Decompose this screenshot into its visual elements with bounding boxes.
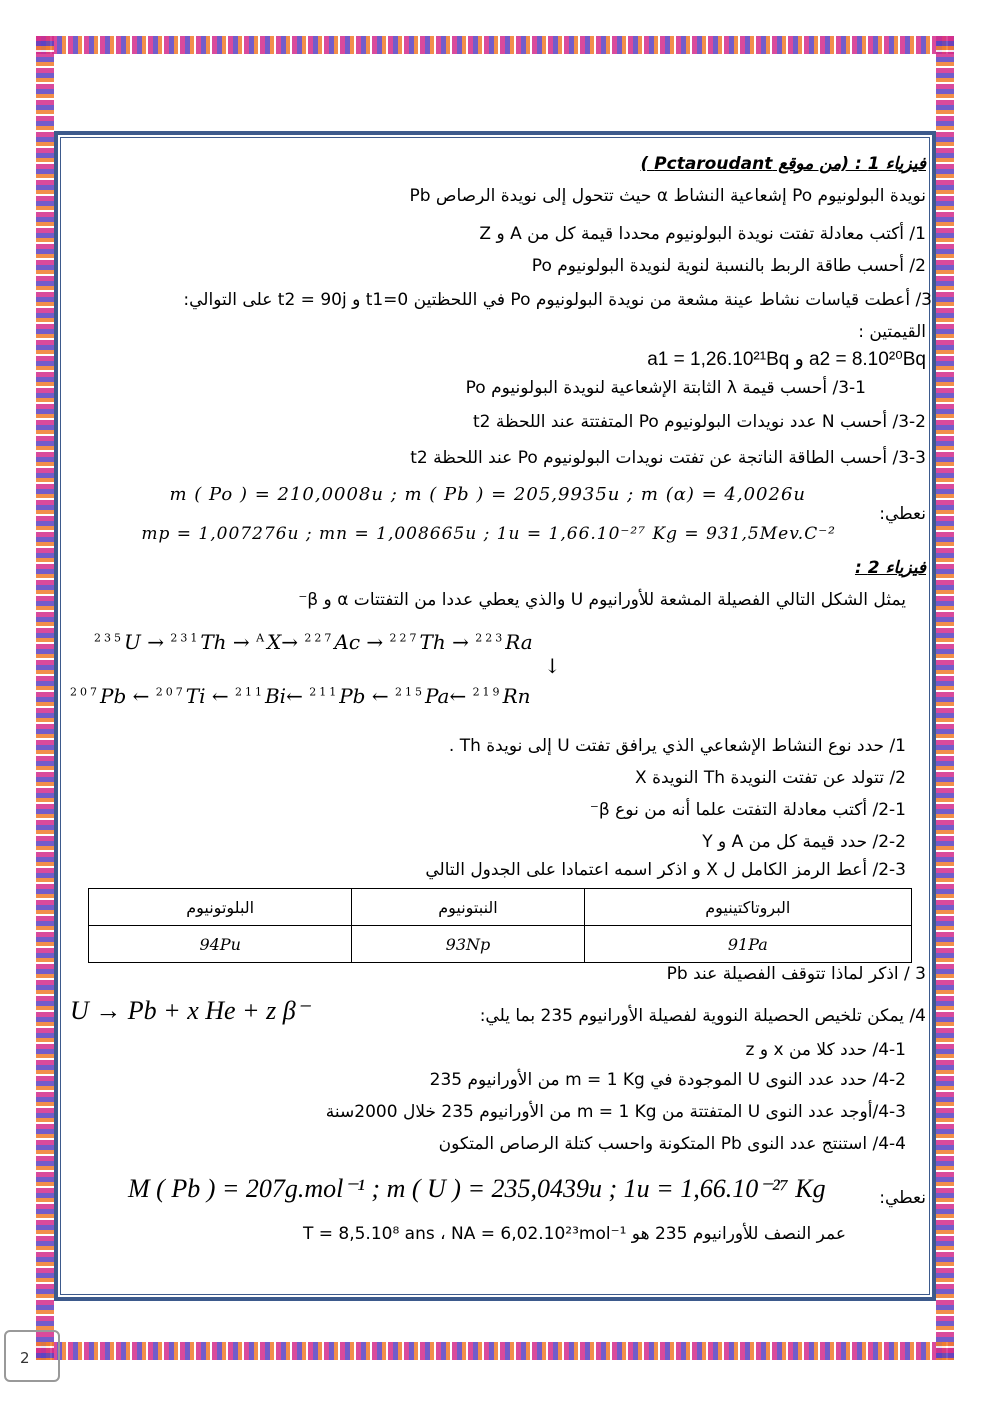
chain-Pb207: $^{207}$Pb xyxy=(70,684,127,708)
decorative-border-left xyxy=(36,36,54,1360)
chain-Bi: $^{211}$Bi xyxy=(234,684,287,708)
decay-chain-bottom: $^{207}$Pb ← $^{207}$Ti ← $^{211}$Bi← $^{211}$Pb ← $^{215}$Pa← $^{219}$Rn xyxy=(70,684,531,708)
exercise1-given2: mp = 1,007276u ; mn = 1,008665u ; 1u = 1,66.10⁻²⁷ Kg = 931,5Mev.C⁻² xyxy=(141,524,836,544)
exercise2-given-equation: M ( Pb ) = 207g.mol⁻¹ ; m ( U ) = 235,0439u ; 1u = 1,66.10⁻²⁷ Kg xyxy=(128,1174,826,1203)
exercise2-q2: 2/ تتولد عن تفتت النويدة Th النويدة X xyxy=(635,768,906,788)
chain-Ti: $^{207}$Ti xyxy=(155,684,206,708)
exercise2-q4-equation: U → Pb + x He + z β⁻ xyxy=(70,996,310,1025)
decorative-border-right xyxy=(936,36,954,1360)
exercise1-q3-values-label: القيمتين : xyxy=(858,322,926,342)
down-arrow: ↓ xyxy=(544,654,561,678)
exercise2-q22: 2-2/ حدد قيمة كل من A و Y xyxy=(702,832,906,852)
decorative-border-top xyxy=(36,36,954,54)
exercise1-q3: 3/ أعطت قياسات نشاط عينة مشعة من نويدة البولونيوم Po في اللحظتين t1=0 و t2 = 90j على التوالي: xyxy=(183,290,932,310)
decay-chain-top: $^{235}$U → $^{231}$Th → $^A$X→ $^{227}$Ac → $^{227}$Th → $^{223}$Ra xyxy=(94,630,533,654)
exercise2-q3: 3 / اذكر لماذا تتوقف الفصيلة عند Pb xyxy=(666,964,926,984)
exercise2-title: فيزياء 2 : xyxy=(854,558,926,578)
exercise1-q3-values: a2 = 8.10²⁰Bq و a1 = 1,26.10²¹Bq xyxy=(647,349,926,370)
chain-Pa: $^{215}$Pa xyxy=(394,684,450,708)
exercise1-q33: 3-3/ أحسب الطاقة الناتجة عن تفتت نويدات البولونيوم Po عند اللحظة t2 xyxy=(410,448,926,468)
exercise1-q32: 3-2/ أحسب N عدد نويدات البولونيوم Po المتفتتة عند اللحظة t2 xyxy=(473,412,926,432)
exercise1-q31: 3-1/ أحسب قيمة λ الثابتة الإشعاعية لنويدة البولونيوم Po xyxy=(465,378,866,398)
exercise2-q21: 2-1/ أكتب معادلة التفتت علما أنه من نوع β⁻ xyxy=(589,800,906,820)
exercise1-given1: m ( Po ) = 210,0008u ; m ( Pb ) = 205,9935u ; m (α) = 4,0026u xyxy=(169,484,806,505)
table-header: البروتاكتينيوم xyxy=(584,889,911,926)
elements-table xyxy=(88,888,912,963)
chain-Th227: $^{227}$Th xyxy=(389,630,446,654)
chain-Rn: $^{219}$Rn xyxy=(472,684,531,708)
table-header: البلوتونيوم xyxy=(89,889,352,926)
chain-Ra: $^{223}$Ra xyxy=(475,630,533,654)
exercise2-q1: 1/ حدد نوع النشاط الإشعاعي الذي يرافق تفتت U إلى نويدة Th . xyxy=(448,736,906,756)
chain-Ac: $^{227}$Ac xyxy=(304,630,361,654)
table-header: النبتونيوم xyxy=(352,889,584,926)
exercise2-q43: 4-3/أوجد عدد النوى U المتفتتة من m = 1 Kg من الأورانيوم 235 خلال 2000سنة xyxy=(325,1102,906,1122)
exercise2-q42: 4-2/ حدد عدد النوى U الموجودة في m = 1 Kg من الأورانيوم 235 xyxy=(429,1070,906,1090)
table-cell: 93Np xyxy=(352,926,584,963)
table-cell: 91Pa xyxy=(584,926,911,963)
decorative-border-bottom xyxy=(36,1342,954,1360)
exercise1-q2: 2/ أحسب طاقة الربط بالنسبة لنوية لنويدة البولونيوم Po xyxy=(531,256,926,276)
exercise2-q44: 4-4/ استنتج عدد النوى Pb المتكونة واحسب كتلة الرصاص المتكون xyxy=(438,1134,906,1154)
chain-U: $^{235}$U xyxy=(94,630,141,654)
exercise1-intro: نويدة البولونيوم Po إشعاعية النشاط α حيث تتحول إلى نويدة الرصاص Pb xyxy=(409,186,926,206)
exercise1-q1: 1/ أكتب معادلة تفتت نويدة البولونيوم محددا قيمة كل من A و Z xyxy=(479,224,926,244)
exercise2-q23: 2-3/ أعط الرمز الكامل ل X و اذكر اسمه اعتمادا على الجدول التالي xyxy=(425,860,906,880)
page-number: 2 xyxy=(4,1330,60,1382)
exercise2-given-label: نعطي: xyxy=(879,1188,926,1208)
exercise2-q41: 4-1/ حدد كلا من x و z xyxy=(745,1040,906,1060)
exercise1-title: فيزياء 1 : (من موقع Pctaroudant ) xyxy=(640,154,926,174)
chain-Th231: $^{231}$Th xyxy=(170,630,227,654)
exercise2-q4: 4/ يمكن تلخيص الحصيلة النووية لفصيلة الأورانيوم 235 بما يلي: xyxy=(479,1006,926,1026)
chain-X: $^A$X xyxy=(256,630,282,654)
exercise1-given-label: نعطي: xyxy=(879,504,926,524)
chain-Pb211: $^{211}$Pb xyxy=(309,684,366,708)
exercise2-given-last: عمر النصف للأورانيوم 235 هو T = 8,5.10⁸ ans ، NA = 6,02.10²³mol⁻¹ xyxy=(302,1224,846,1244)
exercise2-intro: يمثل الشكل التالي الفصيلة المشعة للأورانيوم U والذي يعطي عددا من التفتتات α و β⁻ xyxy=(298,590,906,610)
table-cell: 94Pu xyxy=(89,926,352,963)
